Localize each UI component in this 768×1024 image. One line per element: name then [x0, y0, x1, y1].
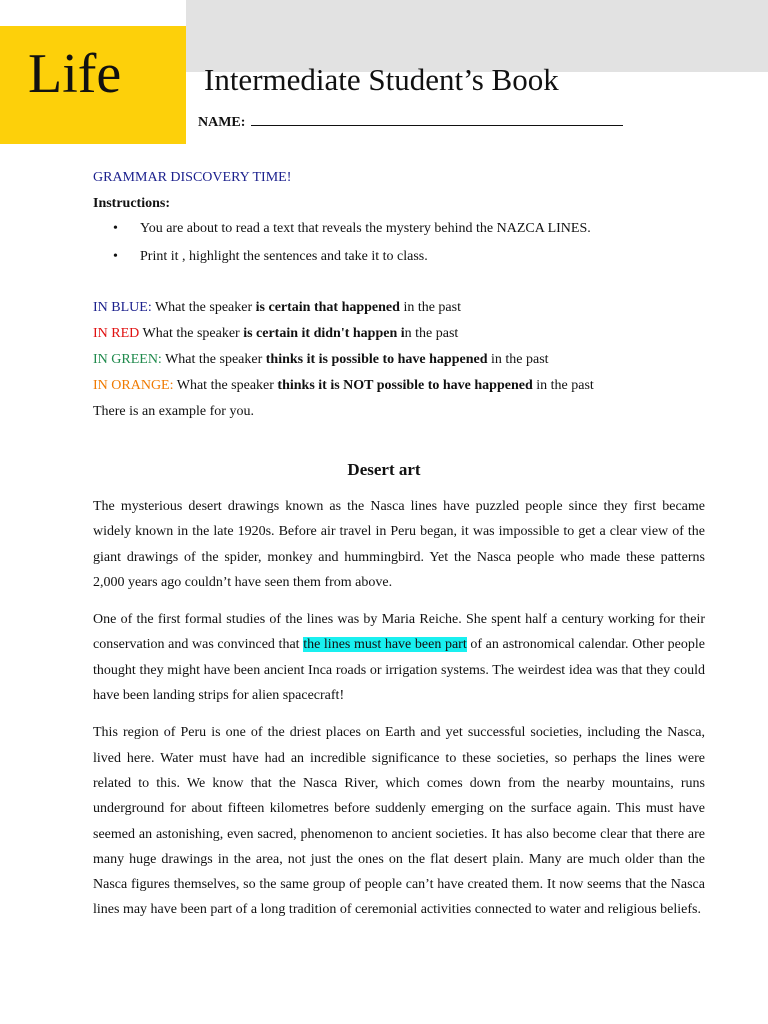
- name-blank-line: [251, 113, 623, 126]
- name-label: NAME:: [198, 115, 246, 130]
- legend-text: n the past: [404, 326, 459, 341]
- paragraph-text: of an astronomical calendar. Other people thought they might have been ancient Inca roads or irrigation systems. The weirdest idea was that they could have been landing strips for alien spacecraft!: [93, 637, 705, 704]
- legend-row-orange: [93, 378, 594, 404]
- legend-row-blue: [93, 300, 594, 326]
- instruction-item: • Print it , highlight the sentences and take it to class.: [113, 249, 591, 277]
- grammar-heading: GRAMMAR DISCOVERY TIME!: [93, 170, 292, 185]
- paragraph-text: One of the first formal studies of the lines was by Maria Reiche. She spent half a century working for their conservation and was convinced that: [93, 612, 705, 653]
- legend-text: What the speaker: [161, 352, 266, 367]
- legend-text: What the speaker: [173, 378, 278, 393]
- book-title: Intermediate Student’s Book: [204, 62, 559, 97]
- article-body: [93, 494, 705, 935]
- legend-color-label: IN GREEN:: [93, 352, 162, 367]
- article-paragraph: [93, 607, 705, 708]
- legend-row-green: [93, 352, 594, 378]
- legend-text: in the past: [532, 378, 594, 393]
- legend-color-label: IN RED: [93, 326, 140, 341]
- legend-color-label: IN ORANGE:: [93, 378, 174, 393]
- color-legend: [93, 300, 594, 430]
- article-paragraph: The mysterious desert drawings known as the Nasca lines have puzzled people since they first became widely known in the late 1920s. Before air travel in Peru began, it was impossible to get a clear view of the giant drawings of the spider, monkey and hummingbird. Yet the Nasca people who made these patterns 2,000 years ago couldn’t have seen them from above.: [93, 499, 705, 590]
- instructions-label: Instructions:: [93, 196, 171, 211]
- logo-text: Life: [28, 43, 122, 105]
- legend-bold: is certain it didn't happen i: [243, 326, 405, 341]
- legend-bold: thinks it is possible to have happened: [265, 352, 488, 367]
- article-title: Desert art: [347, 460, 421, 479]
- legend-color-label: IN BLUE:: [93, 300, 152, 315]
- name-field: [198, 113, 623, 131]
- legend-bold: is certain that happened: [255, 300, 400, 315]
- article-paragraph: This region of Peru is one of the driest places on Earth and yet successful societies, including the Nasca, lived here. Water must have had an incredible significance to these societies, so perhaps the lines were related to this. We know that the Nasca River, which comes down from the nearby mountains, runs underground for about fifteen kilometres before suddenly emerging on the surface again. This must have seemed an astonishing, even sacred, phenomenon to ancient societies. It has also become clear that there are many huge drawings in the area, not just the ones on the flat desert plain. Many are much older than the Nasca figures themselves, so the same group of people can’t have created them. It now seems that the Nasca lines may have been part of a long tradition of ceremonial activities connected to water and religious beliefs.: [93, 725, 705, 918]
- legend-text: What the speaker: [139, 326, 244, 341]
- legend-text: in the past: [399, 300, 461, 315]
- example-note: There is an example for you.: [93, 404, 254, 419]
- legend-bold: thinks it is NOT possible to have happened: [277, 378, 533, 393]
- legend-text: What the speaker: [151, 300, 256, 315]
- legend-text: in the past: [487, 352, 549, 367]
- instruction-item: • You are about to read a text that reveals the mystery behind the NAZCA LINES.: [113, 221, 591, 249]
- instruction-list: [113, 221, 591, 277]
- highlighted-example: the lines must have been part: [303, 637, 467, 653]
- legend-row-red: [93, 326, 594, 352]
